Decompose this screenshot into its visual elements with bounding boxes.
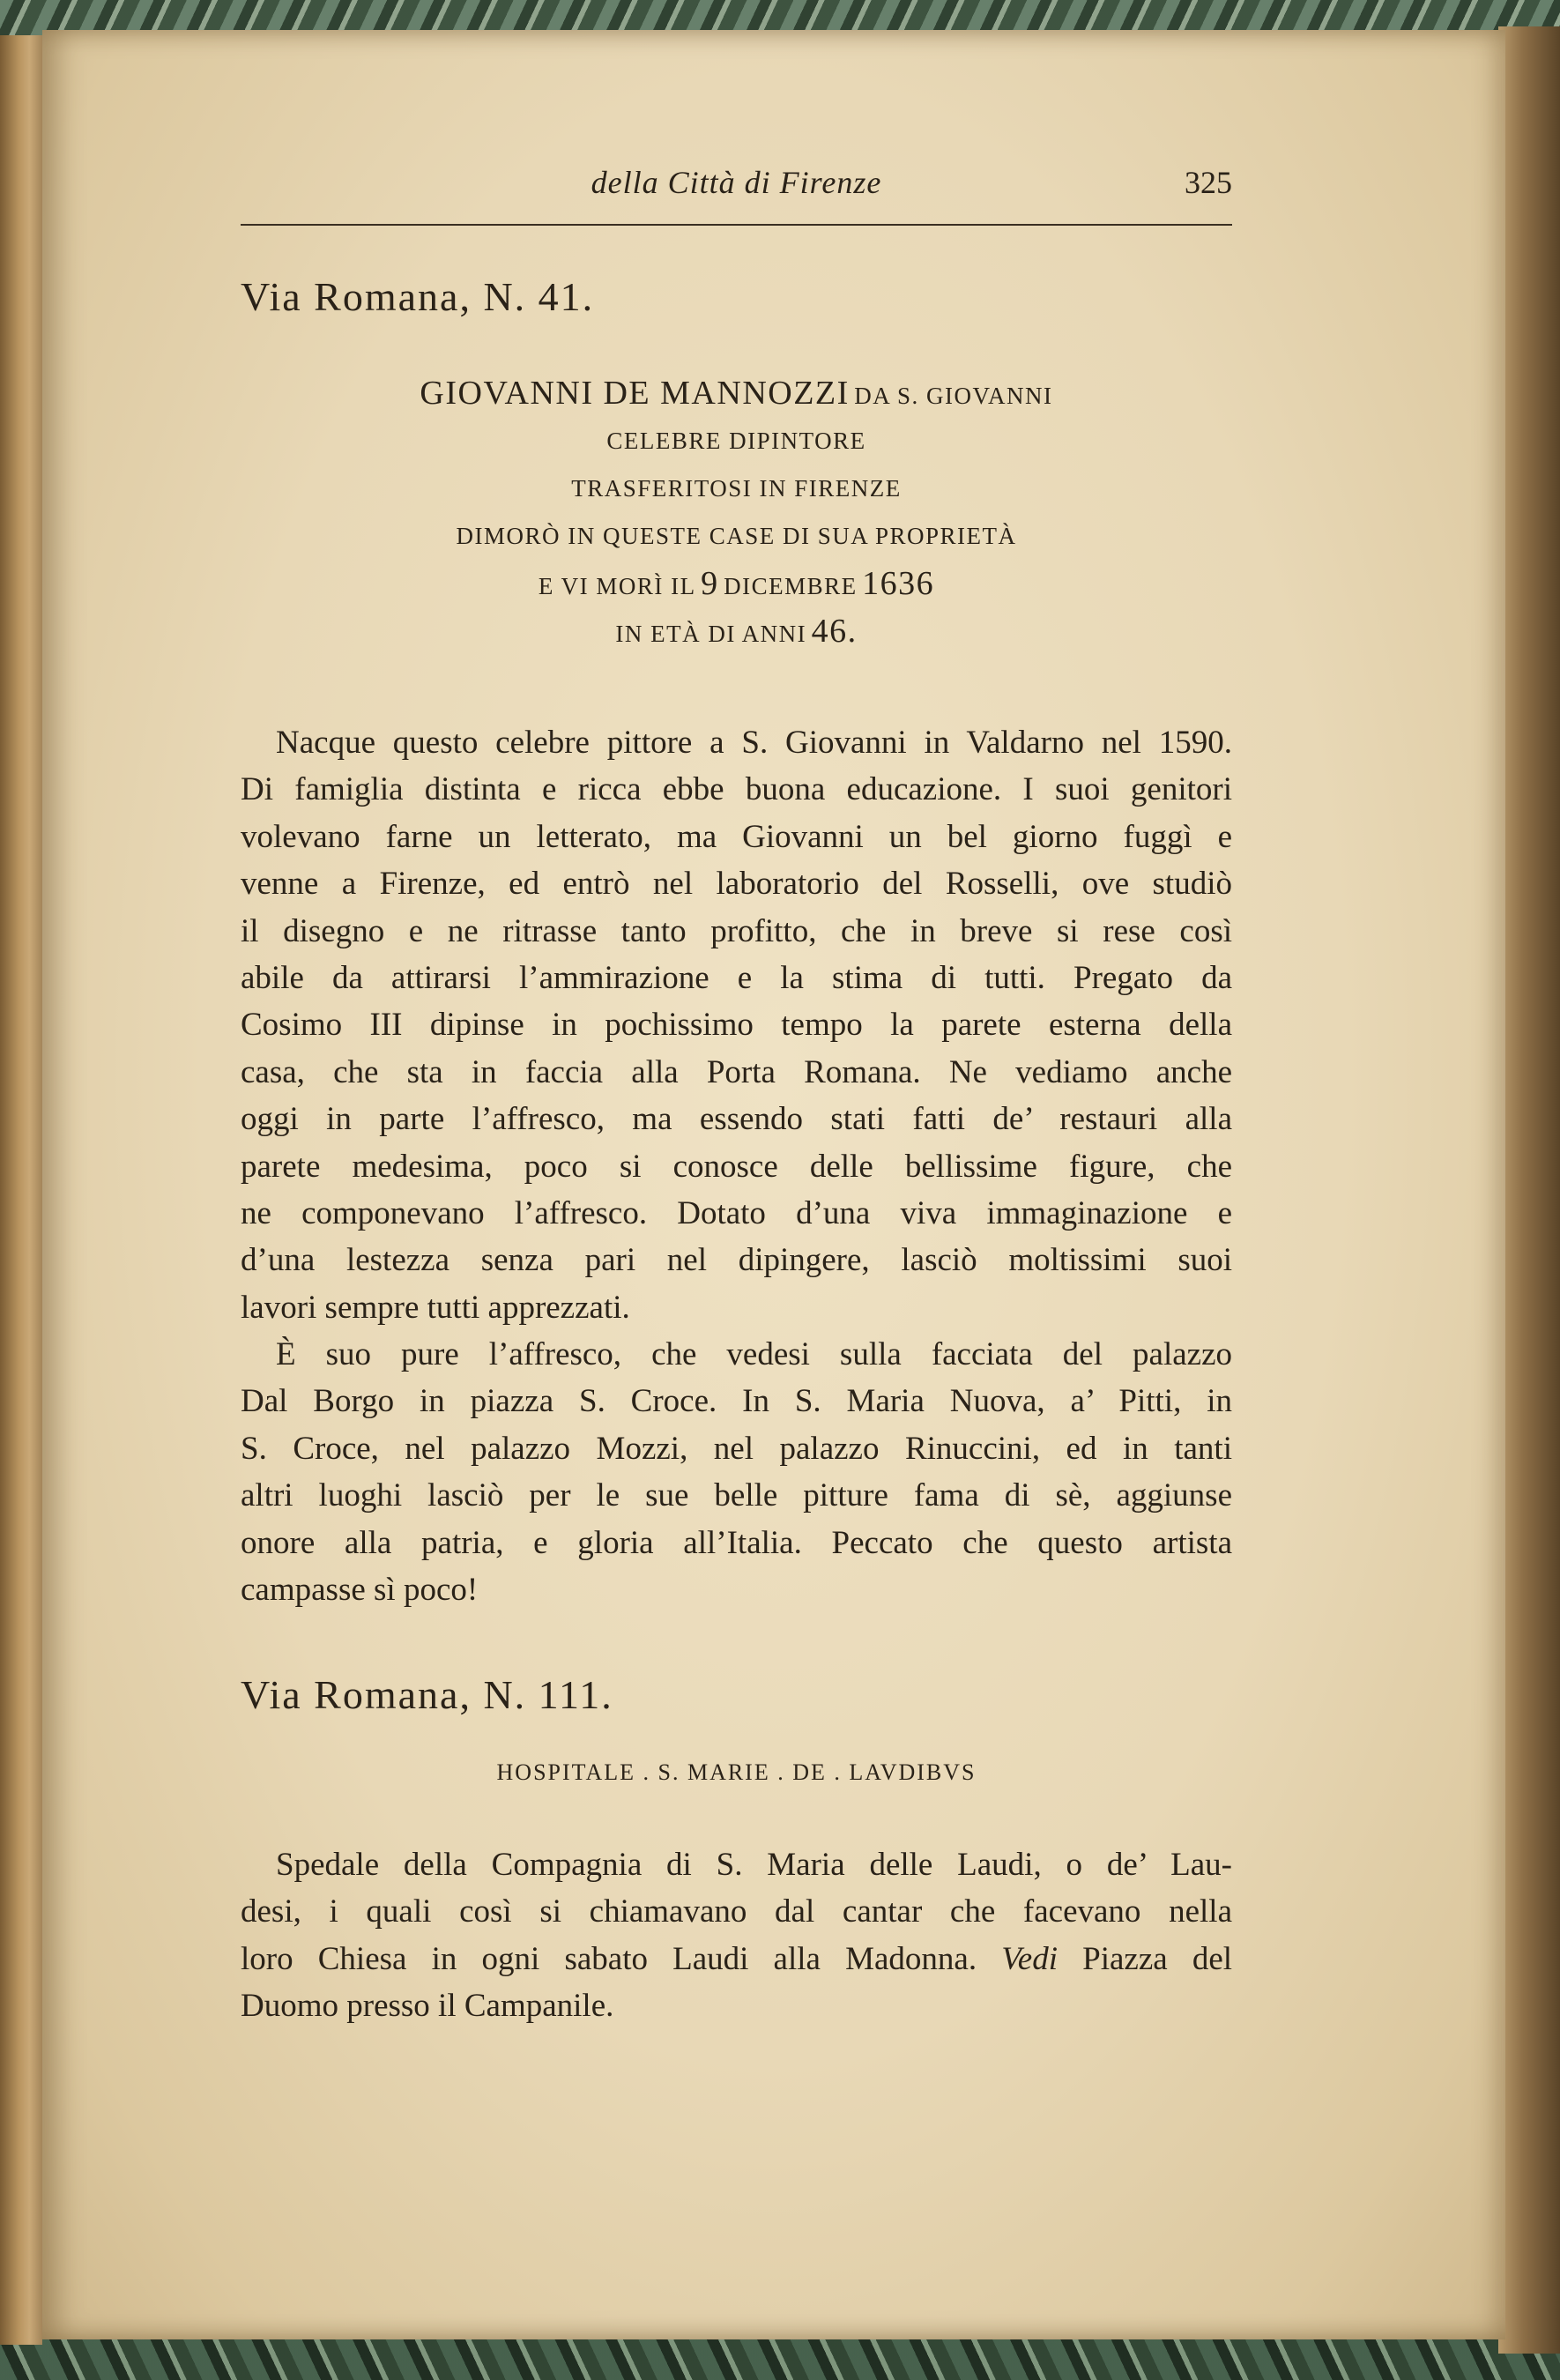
- text-line: Di famiglia distinta e ricca ebbe buona educazione. I suoi genitori: [241, 771, 1232, 808]
- text-line: [241, 1936, 1232, 1982]
- text-line: il disegno e ne ritrasse tanto profitto, che in breve si rese così: [241, 912, 1232, 949]
- book-spine: [0, 35, 42, 2345]
- inscription-mannozzi: [241, 369, 1232, 655]
- text-line: lavori sempre tutti apprezzati.: [241, 1289, 630, 1326]
- marbled-endpaper-bottom: [0, 2336, 1560, 2380]
- text-line: Duomo presso il Campanile.: [241, 1988, 614, 2025]
- inscription-line: [241, 560, 1232, 607]
- inscription-hospitale: HOSPITALE . S. MARIE . DE . LAVDIBVS: [496, 1759, 977, 1785]
- inscription-year: 1636: [862, 565, 935, 602]
- text-line: oggi in parte l’affresco, ma essendo stati fatti de’ restauri alla: [241, 1101, 1232, 1138]
- inscription-text: E VI MORÌ IL: [538, 573, 696, 599]
- text-line: Cosimo III dipinse in pochissimo tempo la parete esterna della: [241, 1007, 1232, 1044]
- text-line: abile da attirarsi l’ammirazione e la stima di tutti. Pregato da: [241, 959, 1232, 996]
- text-line: onore alla patria, e gloria all’Italia. Peccato che questo artista: [241, 1524, 1232, 1561]
- running-head: [241, 164, 1232, 208]
- text-line: S. Croce, nel palazzo Mozzi, nel palazzo Rinuccini, ed in tanti: [241, 1430, 1232, 1467]
- inscription-month: DICEMBRE: [724, 573, 858, 599]
- section-heading-via-romana-111: Via Romana, N. 111.: [241, 1672, 613, 1717]
- text-line: venne a Firenze, ed entrò nel laboratorio del Rosselli, ove studiò: [241, 866, 1232, 903]
- paragraph-mannozzi-bio: [241, 719, 1232, 1613]
- page-edge: [1498, 26, 1560, 2354]
- text-line: casa, che sta in faccia alla Porta Romana. Ne vediamo anche: [241, 1053, 1232, 1090]
- inscription-line: [241, 607, 1232, 655]
- text-fragment: loro Chiesa in ogni sabato Laudi alla Madonna.: [241, 1940, 977, 1977]
- text-line: parete medesima, poco si conosce delle bellissime figure, che: [241, 1148, 1232, 1185]
- inscription-line: DIMORÒ IN QUESTE CASE DI SUA PROPRIETÀ: [456, 523, 1017, 549]
- text-fragment: Piazza del: [1082, 1940, 1233, 1977]
- inscription-day: 9: [701, 565, 719, 602]
- inscription-origin: DA S. GIOVANNI: [854, 383, 1053, 409]
- inscription-name: GIOVANNI DE MANNOZZI: [420, 375, 850, 412]
- inscription-line: CELEBRE DIPINTORE: [606, 428, 866, 454]
- text-line: volevano farne un letterato, ma Giovanni un bel giorno fuggì e: [241, 818, 1232, 855]
- page-number: 325: [1185, 165, 1232, 200]
- running-title: della Città di Firenze: [591, 165, 882, 200]
- text-line: ne componevano l’affresco. Dotato d’una viva immaginazione e: [241, 1194, 1232, 1231]
- text-line: desi, i quali così si chiamavano dal cantar che facevano nella: [241, 1893, 1232, 1930]
- text-line: campasse sì poco!: [241, 1572, 479, 1609]
- inscription-line: [241, 369, 1232, 417]
- inscription-line: TRASFERITOSI IN FIRENZE: [571, 475, 902, 502]
- text-line: Nacque questo celebre pittore a S. Giovanni in Valdarno nel 1590.: [276, 725, 1232, 761]
- text-line: Spedale della Compagnia di S. Maria delle Laudi, o de’ Lau-: [276, 1847, 1232, 1883]
- page: [42, 30, 1505, 2339]
- text-line: Dal Borgo in piazza S. Croce. In S. Maria Nuova, a’ Pitti, in: [241, 1383, 1232, 1420]
- text-italic: Vedi: [1001, 1940, 1058, 1977]
- inscription-text: IN ETÀ DI ANNI: [615, 621, 807, 647]
- text-line: altri luoghi lasciò per le sue belle pitture fama di sè, aggiunse: [241, 1477, 1232, 1514]
- text-line: È suo pure l’affresco, che vedesi sulla facciata del palazzo: [276, 1336, 1232, 1373]
- inscription-age: 46.: [811, 613, 858, 650]
- paragraph-spedale: [241, 1841, 1232, 2030]
- text-line: d’una lestezza senza pari nel dipingere, lasciò moltissimi suoi: [241, 1242, 1232, 1279]
- section-heading-via-romana-41: Via Romana, N. 41.: [241, 274, 595, 319]
- header-rule: [241, 224, 1232, 226]
